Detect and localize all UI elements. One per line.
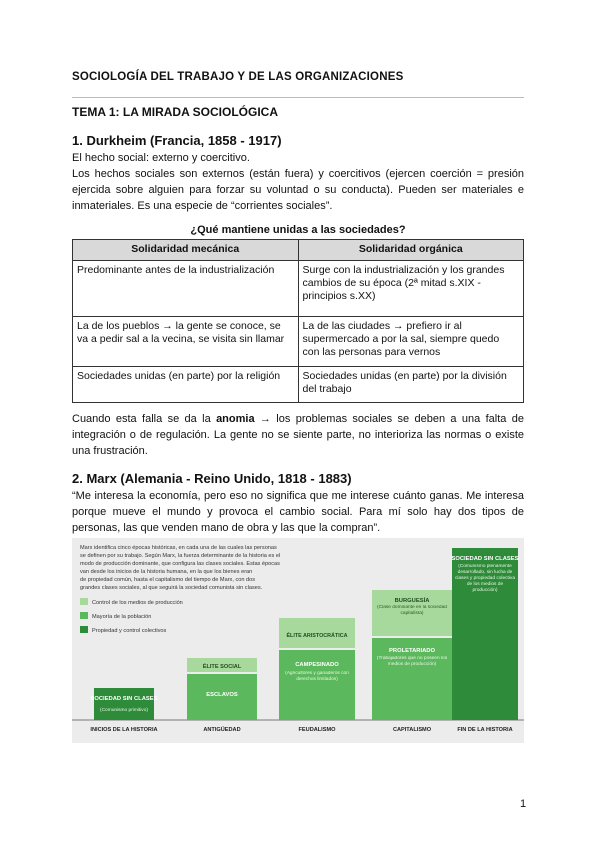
- intro-line: se definen por su trabajo. Según Marx, la fuerza determinante de la historia es el: [80, 553, 281, 559]
- intro-line: grandes clases sociales, al que seguirá la sociedad comunista sin clases.: [80, 585, 263, 591]
- table-cell: La de los pueblos → la gente se conoce, se va a pedir sal a la vecina, se visita sin llamar: [73, 317, 299, 367]
- era-capitalismo-proletariat-sub: (Trabajadores que no poseen los medios de producción): [376, 656, 448, 667]
- legend-swatch-dark: [80, 626, 88, 633]
- intro-line: Marx identifica cinco épocas históricas, en cada una de las cuales las personas: [80, 545, 277, 551]
- anomia-term: anomia: [216, 413, 255, 425]
- intro-line: de propiedad común, hasta el capitalismo del tiempo de Marx, con dos: [80, 577, 256, 583]
- era-label: FIN DE LA HISTORIA: [457, 727, 513, 733]
- legend-swatch-light: [80, 598, 88, 605]
- durkheim-paragraph: Los hechos sociales son externos (están fuera) y coercitivos (ejercen coerción = presión ejercida sobre alguien para forzar su voluntad o su conducta). Pueden ser materiales e inmateriales. Es una especie de “corrientes sociales”.: [72, 168, 524, 212]
- table-cell: Surge con la industrialización y los grandes cambios de su época (2ª mitad s.XIX - principios s.XX): [298, 261, 524, 317]
- legend-item: Propiedad y control colectivos: [92, 628, 167, 634]
- era-antiguedad-elite-label: ÉLITE SOCIAL: [202, 664, 242, 670]
- anomia-text-before: Cuando esta falla se da la: [72, 413, 217, 425]
- era-capitalismo-bourgeoisie-label: BURGUESÍA: [394, 598, 430, 604]
- table-caption: ¿Qué mantiene unidas a las sociedades?: [190, 224, 406, 236]
- era-antiguedad-slaves-label: ESCLAVOS: [206, 692, 238, 698]
- era-capitalismo-proletariat-sub-box: [375, 656, 449, 696]
- era-capitalismo-bourgeoisie-sub-box: [375, 605, 449, 633]
- table-header-row: [73, 240, 524, 261]
- solidarity-table: [72, 239, 524, 403]
- era-inicios-sub: (Comunismo primitivo): [100, 708, 148, 713]
- anomia-paragraph: [72, 411, 524, 459]
- col-header-mechanical: Solidaridad mecánica: [73, 240, 299, 261]
- era-label: CAPITALISMO: [392, 727, 432, 733]
- era-inicios-block: [94, 688, 154, 720]
- durkheim-line: El hecho social: externo y coercitivo.: [72, 152, 250, 164]
- course-title: SOCIOLOGÍA DEL TRABAJO Y DE LAS ORGANIZACIONES: [72, 71, 404, 83]
- marx-quote: “Me interesa la economía, pero eso no significa que me interese cuánto ganas. Me interesa porque mueve el mundo y provoca el cambio social. Para mí solo hay dos tipos de personas, las que venden mano de obra y las que la compran”.: [72, 490, 524, 534]
- legend-item: Control de los medios de producción: [92, 600, 183, 606]
- era-capitalismo-bourgeoisie-sub: (Clase dominante en la sociedad capitalista): [377, 605, 447, 616]
- intro-line: van desde los inicios de la historia humana, en la que los bienes eran: [80, 569, 253, 575]
- table-row: [73, 261, 524, 317]
- table-cell: La de las ciudades → prefiero ir al supermercado a por la sal, siempre quedo con las personas para vernos: [298, 317, 524, 367]
- table-row: [73, 317, 524, 367]
- era-fin-sub: (Comunismo plenamente desarrollado, sin lucha de clases y propiedad colectiva de los medios de producción): [455, 564, 515, 593]
- era-label: FEUDALISMO: [298, 727, 336, 733]
- era-feudalismo-peasants-sub-box: [281, 671, 353, 711]
- marx-eras-infographic: [72, 538, 524, 743]
- anomia-text-after: → los problemas sociales se deben a una falta de integración o de regulación. La gente no se siente parte, no interioriza las normas o existe una frustración.: [72, 413, 524, 457]
- era-feudalismo-peasants-sub: (Agricultores y ganaderos con derechos limitados): [285, 671, 349, 682]
- era-label: INICIOS DE LA HISTORIA: [90, 727, 158, 733]
- topic-title: TEMA 1: LA MIRADA SOCIOLÓGICA: [72, 105, 278, 119]
- page-number: 1: [520, 798, 527, 810]
- marx-heading: 2. Marx (Alemania - Reino Unido, 1818 - 1883): [72, 471, 352, 486]
- col-header-organic: Solidaridad orgánica: [298, 240, 524, 261]
- era-fin-title: SOCIEDAD SIN CLASES: [451, 556, 519, 562]
- era-feudalismo-peasants-label: CAMPESINADO: [295, 662, 339, 668]
- era-capitalismo-proletariat-label: PROLETARIADO: [389, 648, 435, 654]
- table-row: [73, 367, 524, 403]
- era-fin-sub-box: [455, 564, 515, 624]
- durkheim-heading: 1. Durkheim (Francia, 1858 - 1917): [72, 133, 282, 148]
- legend-swatch-mid: [80, 612, 88, 619]
- era-feudalismo-elite-label: ÉLITE ARISTOCRÁTICA: [286, 633, 348, 639]
- table-cell: Predominante antes de la industrialización: [73, 261, 299, 317]
- table-cell: Sociedades unidas (en parte) por la religión: [73, 367, 299, 403]
- intro-line: modo de producción dominante, que configura las clases sociales. Estas épocas: [80, 561, 280, 567]
- era-label: ANTIGÜEDAD: [203, 727, 241, 733]
- legend-item: Mayoría de la población: [92, 614, 152, 620]
- era-inicios-title: SOCIEDAD SIN CLASES: [90, 696, 158, 702]
- title-divider: [72, 97, 524, 98]
- table-cell: Sociedades unidas (en parte) por la división del trabajo: [298, 367, 524, 403]
